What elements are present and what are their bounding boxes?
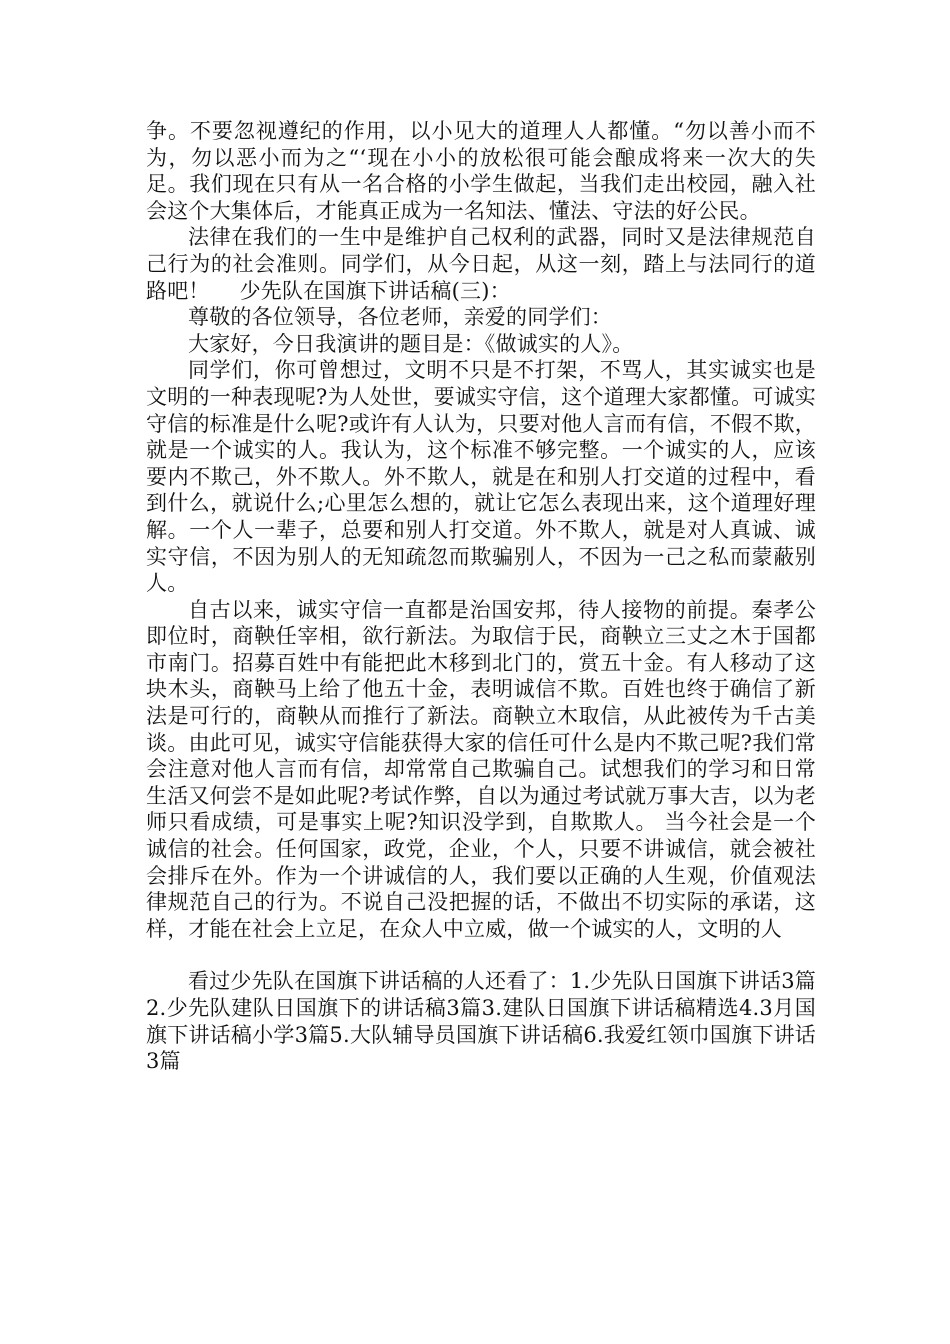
section-heading-3: 少先队在国旗下讲话稿(三)： bbox=[239, 278, 511, 303]
document-body bbox=[146, 118, 816, 1075]
greeting-line: 尊敬的各位领导，各位老师，亲爱的同学们： bbox=[188, 305, 612, 330]
paragraph-1: 争。不要忽视遵纪的作用，以小见大的道理人人都懂。“勿以善小而不为，勿以恶小而为之“‘现在小小的放松很可能会酿成将来一次大的失足。我们现在只有从一名合格的小学生做起，当我们走出校园，融入社会这个大集体后，才能真正成为一名知法、懂法、守法的好公民。 bbox=[146, 119, 816, 223]
paragraph-shang-yang: 自古以来，诚实守信一直都是治国安邦，待人接物的前提。秦孝公即位时，商鞅任宰相，欲行新法。为取信于民，商鞅立三丈之木于国都市南门。招募百姓中有能把此木移到北门的，赏五十金。有人移动了这块木头，商鞅马上给了他五十金，表明诚信不欺。百姓也终于确信了新法是可行的，商鞅从而推行了新法。商鞅立木取信，从此被传为千古美谈。由此可见，诚实守信能获得大家的信任可什么是内不欺己呢?我们常会注意对他人言而有信，却常常自己欺骗自己。试想我们的学习和日常生活又何尝不是如此呢?考试作弊，自以为通过考试就万事大吉，以为老师只看成绩，可是事实上呢?知识没学到，自欺欺人。 当今社会是一个诚信的社会。任何国家，政党，企业，个人，只要不讲诚信，就会被社会排斥在外。作为一个讲诚信的人，我们要以正确的人生观，价值观法律规范自己的行为。不说自己没把握的话，不做出不切实际的承诺，这样，才能在社会上立足，在众人中立威，做一个诚实的人，文明的人 bbox=[146, 597, 816, 941]
speech-topic-line: 大家好，今日我演讲的题目是：《做诚实的人》。 bbox=[188, 331, 634, 356]
paragraph-2-text: 法律在我们的一生中是维护自己权利的武器，同时又是法律规范自己行为的社会准则。同学们，从今日起，从这一刻，踏上与法同行的道路吧！ bbox=[146, 225, 816, 303]
paragraph-2 bbox=[146, 224, 816, 304]
paragraph-honesty-intro: 同学们，你可曾想过，文明不只是不打架，不骂人，其实诚实也是文明的一种表现呢?为人处世，要诚实守信，这个道理大家都懂。可诚实守信的标准是什么呢?或许有人认为，只要对他人言而有信，不假不欺，就是一个诚实的人。我认为，这个标准不够完整。一个诚实的人，应该要内不欺己，外不欺人。外不欺人，就是在和别人打交道的过程中，看到什么，就说什么;心里怎么想的，就让它怎么表现出来，这个道理好理解。一个人一辈子，总要和别人打交道。外不欺人，就是对人真诚、诚实守信，不因为别人的无知疏忽而欺骗别人，不因为一己之私而蒙蔽别人。 bbox=[146, 358, 816, 596]
related-articles: 看过少先队在国旗下讲话稿的人还看了：1.少先队日国旗下讲话3篇2.少先队建队日国旗下的讲话稿3篇3.建队日国旗下讲话稿精选4.3月国旗下讲话稿小学3篇5.大队辅导员国旗下讲话稿6.我爱红领巾国旗下讲话3篇 bbox=[146, 969, 816, 1074]
